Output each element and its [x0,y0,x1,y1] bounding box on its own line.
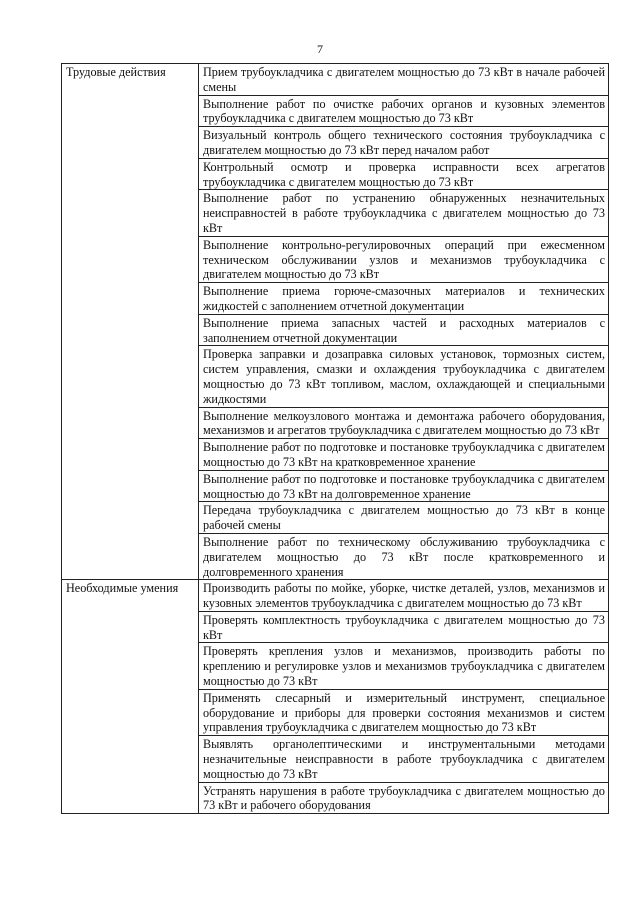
section-item: Производить работы по мойке, уборке, чистке деталей, узлов, механизмов и кузовных элементов трубоукладчика с двигателем мощностью до 73 кВт [199,580,609,612]
section-title: Трудовые действия [62,64,199,580]
section-item: Выполнение работ по техническому обслуживанию трубоукладчика с двигателем мощностью до 73 кВт после кратковременного и долговременного хранения [199,533,609,579]
section-item: Визуальный контроль общего технического состояния трубоукладчика с двигателем мощностью до 73 кВт перед началом работ [199,127,609,159]
section-item: Выполнение приема горюче-смазочных материалов и технических жидкостей с заполнением отчетной документации [199,283,609,315]
section-item: Выполнение работ по подготовке и постановке трубоукладчика с двигателем мощностью до 73 кВт на кратковременное хранение [199,439,609,471]
section-item: Контрольный осмотр и проверка исправности всех агрегатов трубоукладчика с двигателем мощностью до 73 кВт [199,158,609,190]
section-item: Выполнение работ по подготовке и постановке трубоукладчика с двигателем мощностью до 73 кВт на долговременное хранение [199,470,609,502]
requirements-table [61,63,609,814]
section-item: Проверка заправки и дозаправка силовых установок, тормозных систем, систем управления, смазки и охлаждения трубоукладчика с двигателем мощностью до 73 кВт топливом, маслом, охлаждающей и специальными жидкостями [199,346,609,407]
section-item: Выполнение мелкоузлового монтажа и демонтажа рабочего оборудования, механизмов и агрегатов трубоукладчика с двигателем мощностью до 73 кВт [199,407,609,439]
table-row [62,64,609,96]
section-title: Необходимые умения [62,580,199,814]
table-body [62,64,609,814]
section-item: Выполнение приема запасных частей и расходных материалов с заполнением отчетной документации [199,314,609,346]
section-item: Выполнение работ по очистке рабочих органов и кузовных элементов трубоукладчика с двигателем мощностью до 73 кВт [199,95,609,127]
section-item: Выявлять органолептическими и инструментальными методами незначительные неисправности в работе трубоукладчика с двигателем мощностью до 73 кВт [199,736,609,782]
section-item: Устранять нарушения в работе трубоукладчика с двигателем мощностью до 73 кВт и рабочего оборудования [199,782,609,814]
section-item: Выполнение контрольно-регулировочных операций при ежесменном техническом обслуживании узлов и механизмов трубоукладчика с двигателем мощностью до 73 кВт [199,236,609,282]
section-item: Применять слесарный и измерительный инструмент, специальное оборудование и приборы для проверки состояния механизмов и систем управления трубоукладчика с двигателем мощностью до 73 кВт [199,689,609,735]
page-number: 7 [317,42,323,56]
section-item: Прием трубоукладчика с двигателем мощностью до 73 кВт в начале рабочей смены [199,64,609,96]
section-item: Проверять комплектность трубоукладчика с двигателем мощностью до 73 кВт [199,611,609,643]
table-row [62,580,609,612]
section-item: Передача трубоукладчика с двигателем мощностью до 73 кВт в конце рабочей смены [199,502,609,534]
section-item: Проверять крепления узлов и механизмов, производить работы по креплению и регулировке узлов и механизмов трубоукладчика с двигателем мощностью до 73 кВт [199,643,609,689]
section-item: Выполнение работ по устранению обнаруженных незначительных неисправностей в работе трубоукладчика с двигателем мощностью до 73 кВт [199,190,609,236]
